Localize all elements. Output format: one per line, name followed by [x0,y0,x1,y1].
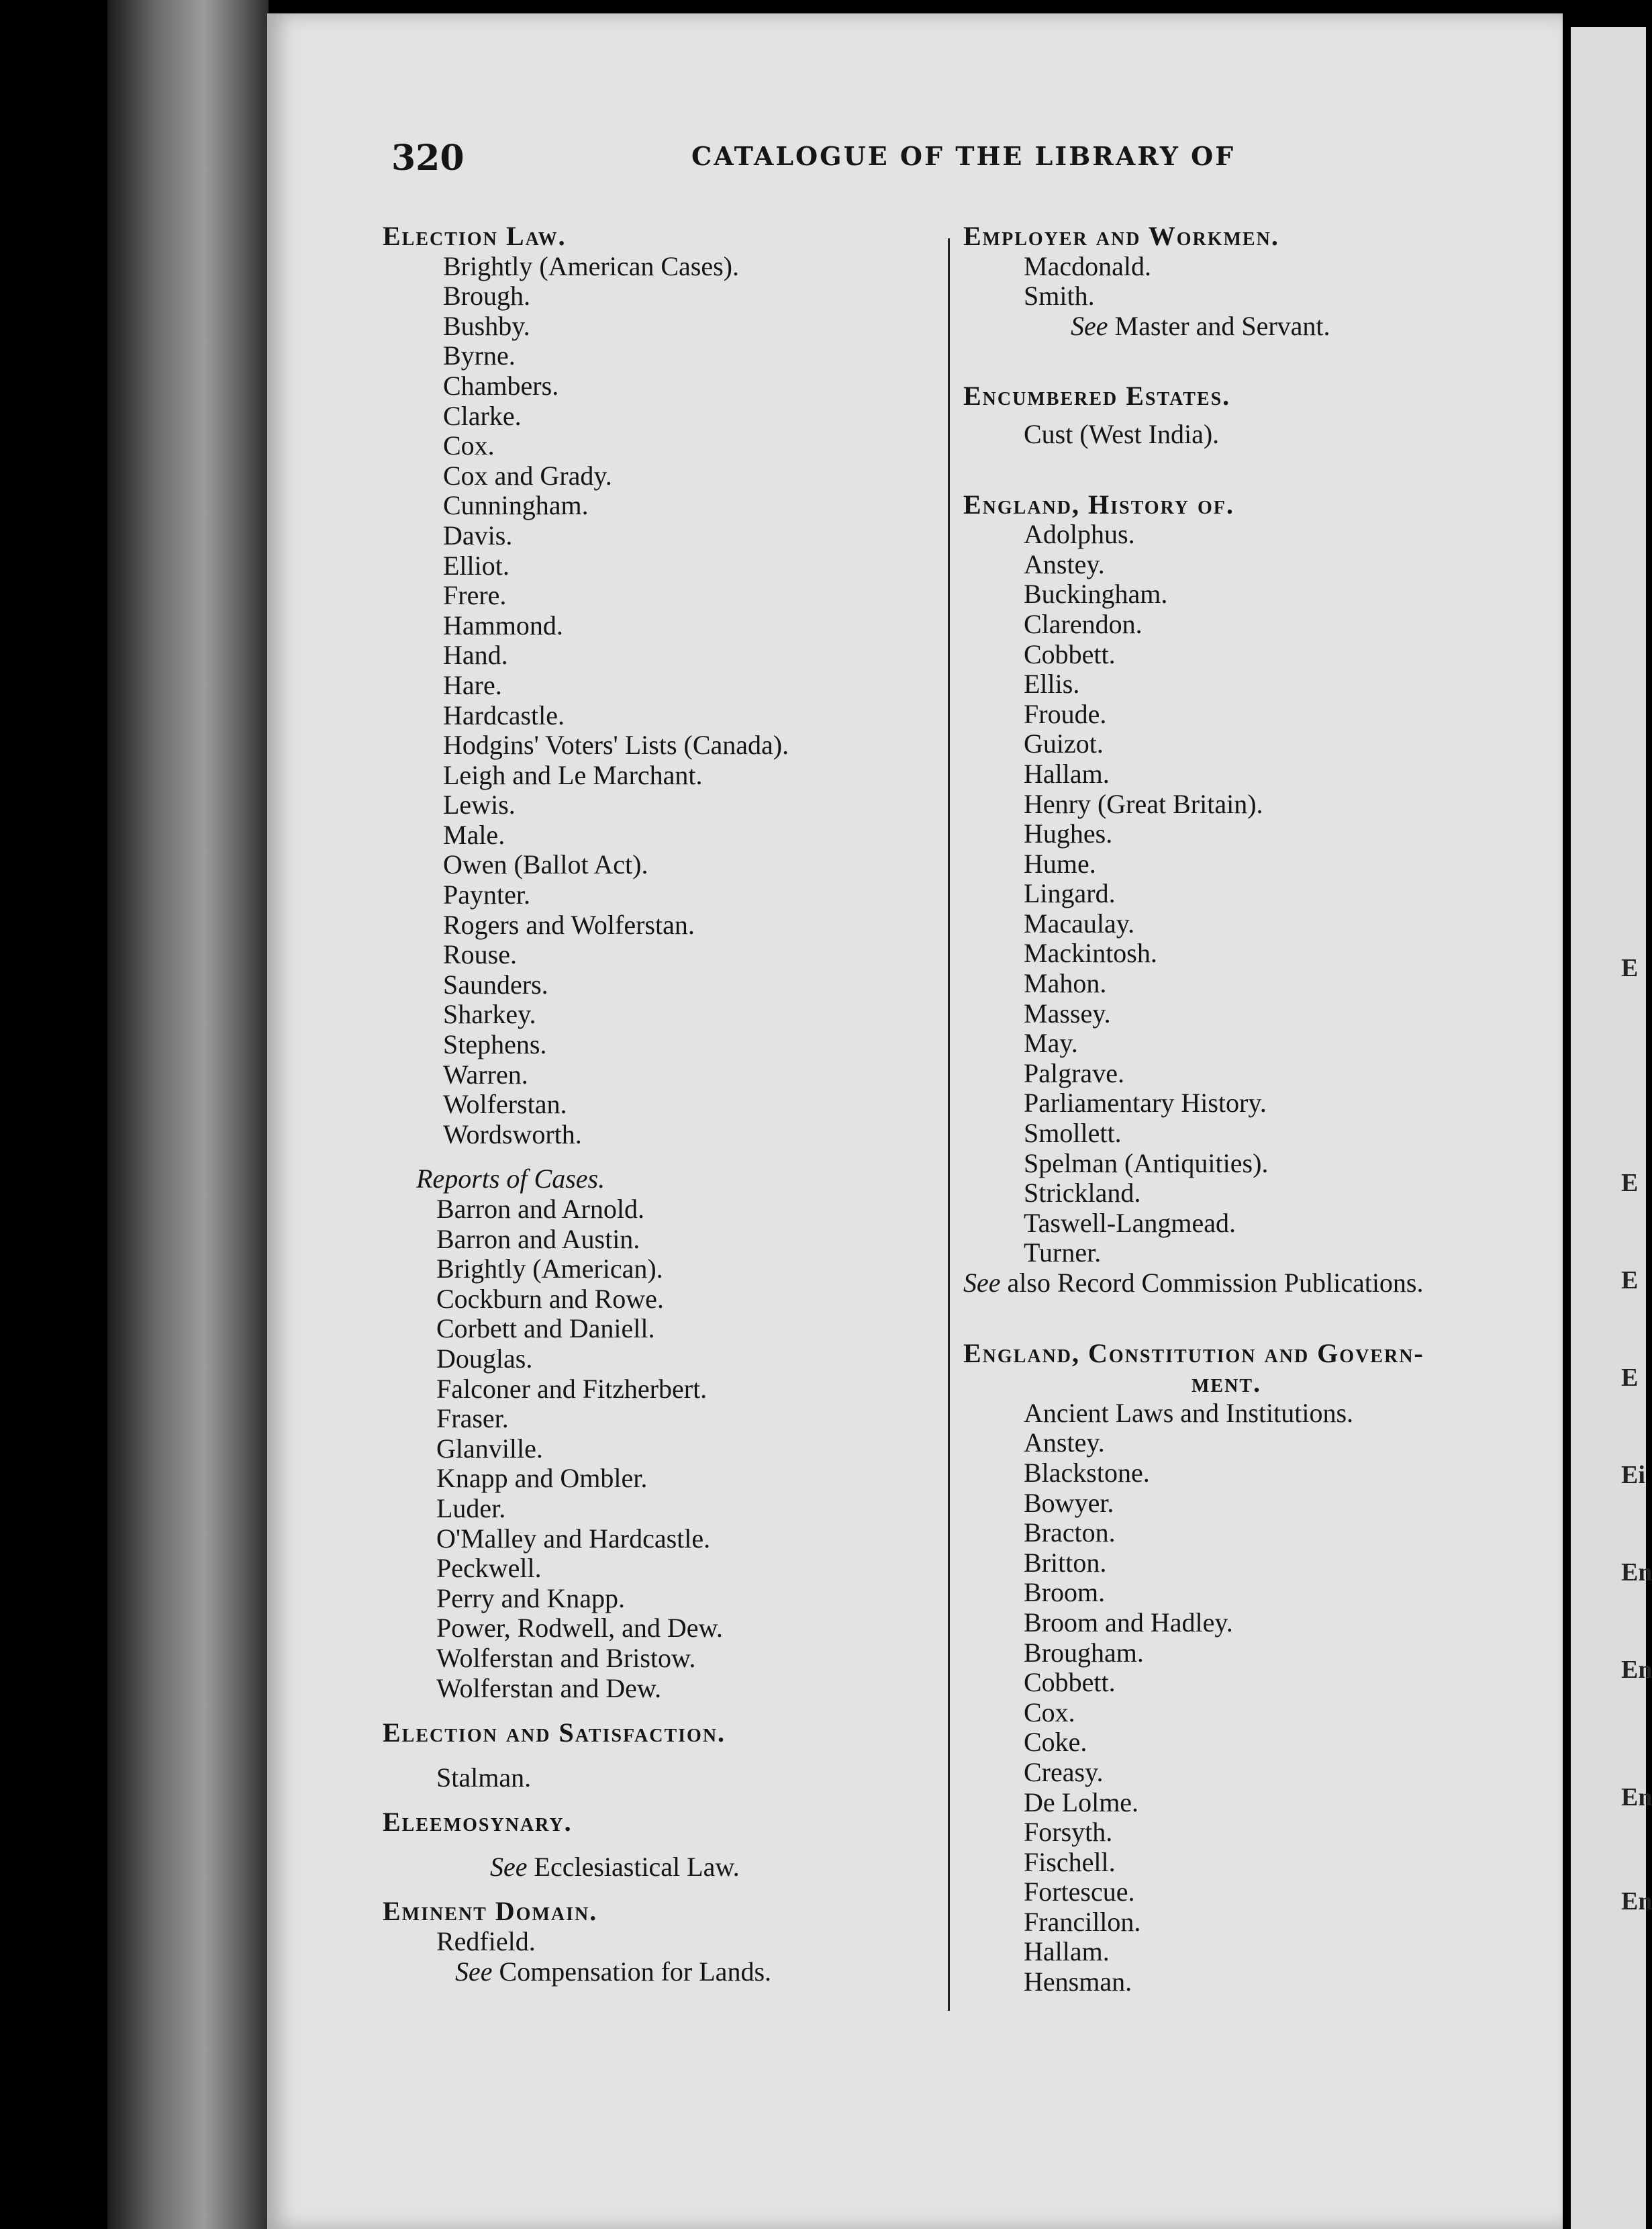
see-reference [383,1852,933,1883]
catalogue-entry: Hand. [443,640,508,671]
catalogue-entry: Creasy. [1024,1756,1104,1787]
section-heading: Encumbered Estates. [963,381,1231,412]
catalogue-entry: Sharkey. [443,999,536,1030]
next-page-fragment: E [1621,1364,1639,1392]
catalogue-entry: Ellis. [1024,669,1080,700]
spacer [383,1703,933,1718]
catalogue-entry: Cobbett. [1024,638,1116,669]
see-reference [963,1268,1520,1298]
catalogue-entry: Lingard. [1024,878,1116,909]
catalogue-entry: Cockburn and Rowe. [436,1283,664,1314]
catalogue-entry: Forsyth. [1024,1817,1113,1848]
catalogue-entry: Wordsworth. [443,1119,582,1149]
section-heading: England, History of. [963,489,1234,520]
next-page-fragment: E [1621,1266,1639,1294]
section-heading-continuation: ment. [1192,1368,1261,1398]
catalogue-entry: Smith. [1024,281,1095,312]
spacer [963,341,1520,381]
section-heading: Election and Satisfaction. [383,1717,726,1748]
left-column [383,222,933,1987]
section-heading: Eleemosynary. [383,1807,573,1838]
catalogue-entry: Coke. [1024,1727,1087,1758]
catalogue-entry: Ancient Laws and Institutions. [1024,1397,1354,1428]
catalogue-entry: Fraser. [436,1403,509,1434]
catalogue-entry: Brough. [443,281,530,312]
catalogue-entry: Britton. [1024,1547,1107,1578]
catalogue-entry: Froude. [1024,698,1107,729]
catalogue-entry: Henry (Great Britain). [1024,788,1263,819]
catalogue-entry: Leigh and Le Marchant. [443,759,703,790]
next-page-fragment: E [1621,1169,1639,1197]
catalogue-entry: Cobbett. [1024,1667,1116,1698]
running-head: CATALOGUE OF THE LIBRARY OF [691,141,1236,171]
catalogue-entry: Peckwell. [436,1553,542,1584]
catalogue-entry: Spelman (Antiquities). [1024,1147,1269,1178]
catalogue-entry: Cunningham. [443,490,589,521]
catalogue-entry: Wolferstan. [443,1089,567,1120]
catalogue-entry: Saunders. [443,969,548,1000]
catalogue-entry: Luder. [436,1492,506,1523]
see-target: Master and Servant. [1108,310,1330,341]
spacer [383,1748,933,1763]
see-word: See [963,1268,1001,1298]
catalogue-entry: Lewis. [443,790,516,820]
page-number: 320 [391,138,465,179]
next-page-fragment: Ei [1621,1461,1645,1489]
catalogue-entry: Hughes. [1024,818,1113,849]
entry-list [383,252,933,1150]
catalogue-entry: Elliot. [443,550,509,581]
catalogue-entry: Brightly (American). [436,1253,663,1284]
catalogue-entry: Broom. [1024,1577,1106,1608]
catalogue-entry: Wolferstan and Dew. [436,1672,662,1703]
catalogue-entry: Barron and Arnold. [436,1194,644,1224]
catalogue-entry: Davis. [443,520,513,551]
catalogue-entry: Stalman. [436,1762,532,1793]
catalogue-entry: Broom and Hadley. [1024,1607,1233,1638]
section-heading: Employer and Workmen. [963,221,1279,251]
catalogue-entry: Male. [443,819,505,850]
catalogue-entry: Redfield. [436,1926,536,1957]
catalogue-entry: Hardcastle. [443,700,565,730]
entry-list [383,1194,933,1703]
see-word: See [1071,310,1108,341]
catalogue-entry: Douglas. [436,1343,533,1374]
catalogue-entry: Anstey. [1024,1427,1105,1458]
see-reference [963,312,1520,342]
catalogue-entry: Hallam. [1024,758,1110,789]
catalogue-entry: Buckingham. [1024,579,1168,610]
catalogue-entry: Massey. [1024,998,1111,1029]
catalogue-entry: Hallam. [1024,1936,1110,1967]
next-page-fragment: E [1621,954,1639,982]
catalogue-entry: Brightly (American Cases). [443,250,739,281]
catalogue-entry: Bowyer. [1024,1487,1114,1518]
catalogue-entry: Fischell. [1024,1846,1116,1877]
catalogue-entry: Corbett and Daniell. [436,1313,655,1344]
catalogue-entry: Palgrave. [1024,1057,1124,1088]
spacer [383,1149,933,1164]
catalogue-entry: Hare. [443,669,502,700]
catalogue-entry: May. [1024,1028,1078,1059]
right-column [963,222,1520,1997]
catalogue-entry: Bushby. [443,310,530,341]
catalogue-entry: Rogers and Wolferstan. [443,909,695,940]
spacer [383,1882,933,1897]
catalogue-entry: Glanville. [436,1433,543,1464]
section-heading: Election Law. [383,221,567,251]
catalogue-entry: Macaulay. [1024,908,1135,939]
see-word: See [490,1851,528,1882]
section-heading: England, Constitution and Govern- [963,1337,1424,1368]
catalogue-entry: Power, Rodwell, and Dew. [436,1613,723,1644]
catalogue-entry: Rouse. [443,939,517,970]
catalogue-entry: De Lolme. [1024,1787,1139,1817]
catalogue-entry: Adolphus. [1024,519,1135,550]
catalogue-entry: Cust (West India). [1024,418,1220,449]
see-word: See [455,1956,493,1987]
catalogue-entry: Turner. [1024,1237,1102,1268]
catalogue-entry: Mackintosh. [1024,938,1157,969]
catalogue-entry: Hodgins' Voters' Lists (Canada). [443,730,789,761]
catalogue-entry: Hammond. [443,610,563,641]
catalogue-entry: Blackstone. [1024,1457,1150,1488]
column-rule [948,238,950,2011]
subsection-heading: Reports of Cases. [416,1164,605,1194]
catalogue-entry: Hensman. [1024,1966,1132,1997]
catalogue-entry: Cox. [443,430,495,461]
catalogue-entry: Brougham. [1024,1637,1144,1668]
catalogue-entry: Cox. [1024,1697,1075,1727]
catalogue-entry: Paynter. [443,880,530,910]
catalogue-entry: Perry and Knapp. [436,1582,626,1613]
catalogue-entry: Frere. [443,580,507,611]
catalogue-entry: Mahon. [1024,968,1107,999]
catalogue-entry: Byrne. [443,340,516,371]
spacer [383,1793,933,1807]
catalogue-entry: Clarke. [443,400,522,431]
spacer [963,1298,1520,1339]
see-reference [383,1957,933,1987]
entry-list [963,520,1520,1268]
next-page-fragment: En [1621,1656,1652,1684]
see-target: Compensation for Lands. [492,1956,772,1987]
catalogue-entry: Wolferstan and Bristow. [436,1642,696,1673]
entry-list [963,1398,1520,1997]
catalogue-entry: Parliamentary History. [1024,1088,1267,1119]
next-page-fragment: En [1621,1887,1652,1915]
catalogue-entry: Owen (Ballot Act). [443,849,648,880]
see-target: also Record Commission Publications. [1000,1268,1424,1298]
catalogue-entry: Anstey. [1024,549,1105,579]
catalogue-entry: Warren. [443,1059,528,1090]
catalogue-entry: Clarendon. [1024,608,1143,639]
catalogue-entry: Francillon. [1024,1906,1141,1937]
catalogue-entry: Strickland. [1024,1178,1141,1208]
catalogue-entry: Bracton. [1024,1517,1116,1548]
catalogue-entry: Hume. [1024,848,1096,879]
catalogue-entry: Guizot. [1024,728,1104,759]
catalogue-entry: Barron and Austin. [436,1223,640,1254]
next-page-fragment: En [1621,1783,1652,1811]
catalogue-entry: Stephens. [443,1029,547,1060]
catalogue-entry: Taswell-Langmead. [1024,1207,1236,1238]
catalogue-entry: Cox and Grady. [443,460,612,491]
catalogue-entry: Fortescue. [1024,1877,1135,1907]
next-page-fragment: En [1621,1558,1652,1586]
spacer [963,450,1520,490]
catalogue-entry: O'Malley and Hardcastle. [436,1523,711,1554]
catalogue-entry: Smollett. [1024,1118,1122,1149]
catalogue-entry: Knapp and Ombler. [436,1463,648,1494]
catalogue-entry: Chambers. [443,370,559,401]
catalogue-entry: Macdonald. [1024,250,1151,281]
spacer [383,1838,933,1852]
book-spine [107,0,269,2229]
see-target: Ecclesiastical Law. [527,1851,740,1882]
catalogue-entry: Falconer and Fitzherbert. [436,1373,708,1404]
section-heading: Eminent Domain. [383,1896,598,1927]
